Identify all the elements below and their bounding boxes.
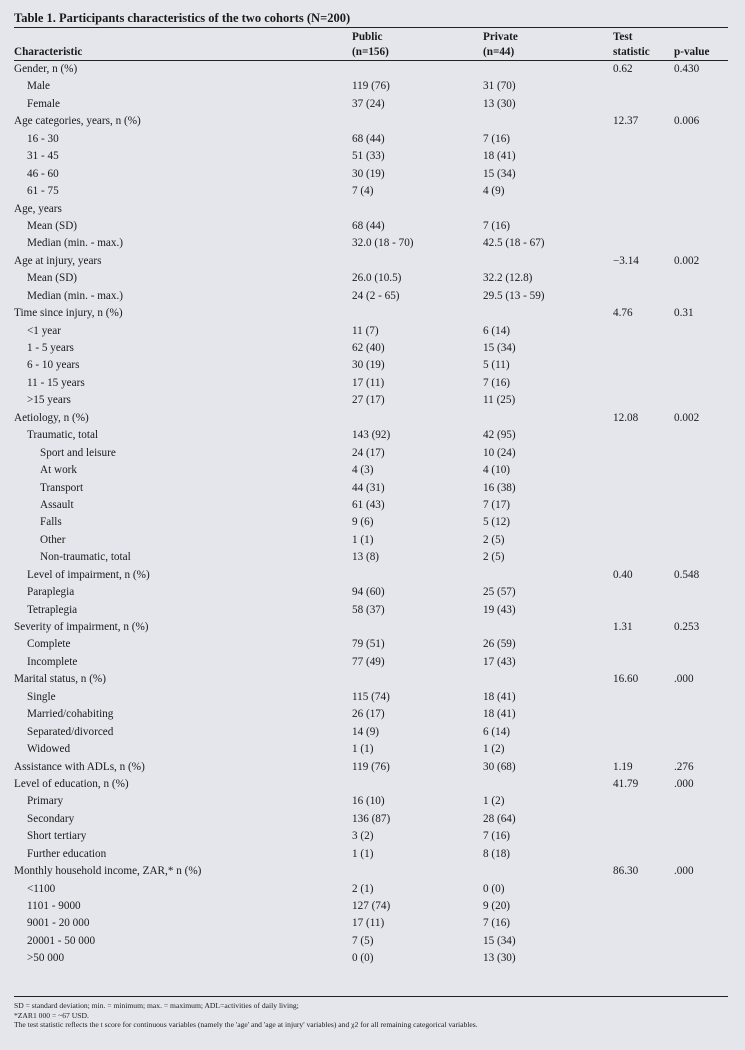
table-row: [14, 724, 728, 741]
cell-p-value: 0.002: [674, 254, 700, 267]
cell-public: 119 (76): [352, 760, 390, 773]
cell-private: 18 (41): [483, 690, 516, 703]
cell-private: 4 (9): [483, 185, 505, 198]
table-row: [14, 741, 728, 758]
cell-private: 15 (34): [483, 167, 516, 180]
row-label: Falls: [40, 516, 62, 529]
table-row: [14, 235, 728, 252]
cell-p-value: .276: [674, 760, 694, 773]
row-label: At work: [40, 464, 77, 477]
row-label: 20001 - 50 000: [27, 934, 96, 947]
cell-public: 2 (1): [352, 882, 374, 895]
footnote-abbreviations: SD = standard deviation; min. = minimum; max. = maximum; ADL=activities of daily living;: [14, 1001, 299, 1010]
header-public: Public: [352, 31, 383, 43]
cell-private: 1 (2): [483, 743, 505, 756]
cell-private: 7 (16): [483, 219, 511, 232]
table-row: [14, 567, 728, 584]
cell-public: 143 (92): [352, 429, 391, 442]
table-row: [14, 61, 728, 78]
table-row: [14, 113, 728, 130]
cell-public: 32.0 (18 - 70): [352, 237, 414, 250]
cell-public: 127 (74): [352, 900, 391, 912]
table-row: [14, 375, 728, 392]
cell-public: 61 (43): [352, 498, 385, 511]
cell-public: 51 (33): [352, 150, 385, 163]
cell-p-value: .000: [674, 865, 694, 878]
table-row: [14, 462, 728, 479]
row-label: Level of education, n (%): [14, 777, 129, 790]
cell-public: 94 (60): [352, 586, 385, 599]
header-pvalue: p-value: [674, 46, 710, 58]
footnote-test-statistic: The test statistic reflects the t score for continuous variables (namely the 'age' and 'age at injury' variables) and χ2 for all remaining categorical variables.: [14, 1020, 478, 1029]
cell-public: 30 (19): [352, 359, 385, 372]
cell-private: 15 (34): [483, 934, 516, 947]
cell-private: 16 (38): [483, 481, 516, 494]
cell-public: 13 (8): [352, 551, 380, 564]
row-label: Short tertiary: [27, 830, 87, 843]
table-row: [14, 828, 728, 845]
cell-public: 3 (2): [352, 830, 374, 843]
cell-public: 62 (40): [352, 342, 385, 354]
cell-private: 42.5 (18 - 67): [483, 237, 545, 250]
cell-private: 4 (10): [483, 464, 511, 477]
cell-public: 37 (24): [352, 97, 385, 110]
cell-public: 1 (1): [352, 847, 374, 860]
cell-private: 10 (24): [483, 446, 516, 459]
cell-private: 18 (41): [483, 708, 516, 721]
table-row: [14, 514, 728, 531]
cell-test-statistic: 0.40: [613, 568, 633, 581]
table-row: [14, 811, 728, 828]
table-row: [14, 305, 728, 322]
row-label: 1101 - 9000: [27, 900, 81, 912]
row-label: 9001 - 20 000: [27, 917, 90, 930]
cell-public: 30 (19): [352, 167, 385, 180]
table-row: [14, 671, 728, 688]
cell-test-statistic: 86.30: [613, 865, 639, 878]
table-row: [14, 776, 728, 793]
cell-test-statistic: 41.79: [613, 777, 639, 790]
table-row: [14, 445, 728, 462]
cell-p-value: 0.548: [674, 568, 700, 581]
row-label: >50 000: [27, 952, 65, 965]
cell-private: 30 (68): [483, 760, 516, 773]
cell-public: 17 (11): [352, 917, 385, 930]
table-row: [14, 323, 728, 340]
table-row: [14, 898, 728, 915]
table-row: [14, 357, 728, 374]
cell-public: 24 (2 - 65): [352, 289, 400, 302]
table-row: [14, 759, 728, 776]
table-row: [14, 148, 728, 165]
row-label: Assistance with ADLs, n (%): [14, 760, 145, 773]
row-label: Non-traumatic, total: [40, 551, 131, 564]
cell-p-value: 0.002: [674, 411, 700, 424]
cell-public: 14 (9): [352, 725, 380, 738]
table-row: [14, 392, 728, 409]
cell-private: 42 (95): [483, 429, 516, 442]
table-row: [14, 619, 728, 636]
cell-public: 4 (3): [352, 464, 374, 477]
cell-public: 0 (0): [352, 952, 374, 965]
table-row: [14, 480, 728, 497]
cell-public: 27 (17): [352, 394, 385, 407]
row-label: Tetraplegia: [27, 603, 78, 616]
cell-public: 1 (1): [352, 533, 374, 546]
table-row: [14, 793, 728, 810]
cell-public: 1 (1): [352, 743, 374, 756]
row-label: Level of impairment, n (%): [27, 568, 150, 581]
table-row: [14, 340, 728, 357]
cell-public: 119 (76): [352, 80, 390, 93]
cell-public: 26.0 (10.5): [352, 272, 402, 285]
table-row: [14, 950, 728, 967]
cell-private: 25 (57): [483, 586, 516, 599]
row-label: Married/cohabiting: [27, 708, 114, 721]
cell-public: 79 (51): [352, 638, 385, 651]
cell-public: 9 (6): [352, 516, 374, 529]
footnote-currency: *ZAR1 000 = ~67 USD.: [14, 1010, 89, 1020]
cell-public: 24 (17): [352, 446, 385, 459]
cell-private: 8 (18): [483, 847, 511, 860]
row-label: Female: [27, 97, 60, 110]
cell-private: 28 (64): [483, 812, 516, 825]
table-footnotes: [14, 996, 728, 1030]
row-label: Separated/divorced: [27, 725, 114, 738]
row-label: Mean (SD): [27, 272, 78, 285]
row-label: Age at injury, years: [14, 254, 102, 267]
cell-public: 7 (5): [352, 934, 374, 947]
cell-private: 2 (5): [483, 533, 505, 546]
row-label: Paraplegia: [27, 586, 75, 599]
cell-private: 0 (0): [483, 882, 505, 895]
cell-public: 11 (7): [352, 324, 379, 337]
table-row: [14, 602, 728, 619]
cell-public: 7 (4): [352, 185, 374, 198]
row-label: Gender, n (%): [14, 63, 78, 75]
cell-private: 7 (16): [483, 917, 511, 930]
cell-p-value: 0.006: [674, 115, 700, 128]
table-row: [14, 881, 728, 898]
cell-test-statistic: 12.37: [613, 115, 639, 128]
header-public-n: (n=156): [352, 46, 389, 58]
table-row: [14, 846, 728, 863]
table-row: [14, 166, 728, 183]
table-row: [14, 689, 728, 706]
table-row: [14, 131, 728, 148]
cell-private: 13 (30): [483, 97, 516, 110]
table-row: [14, 201, 728, 218]
cell-private: 29.5 (13 - 59): [483, 289, 545, 302]
cell-p-value: 0.430: [674, 63, 700, 75]
table-row: [14, 410, 728, 427]
table-row: [14, 654, 728, 671]
table-row: [14, 78, 728, 95]
row-label: Age, years: [14, 202, 62, 215]
row-label: >15 years: [27, 394, 71, 407]
row-label: 16 - 30: [27, 132, 59, 145]
table-row: [14, 532, 728, 549]
cell-private: 19 (43): [483, 603, 516, 616]
cell-private: 7 (17): [483, 498, 511, 511]
row-label: Assault: [40, 498, 74, 511]
row-label: Monthly household income, ZAR,* n (%): [14, 865, 202, 878]
row-label: <1 year: [27, 324, 61, 337]
row-label: Male: [27, 80, 50, 93]
cell-public: 58 (37): [352, 603, 385, 616]
cell-test-statistic: −3.14: [613, 254, 639, 267]
cell-p-value: 0.253: [674, 621, 700, 633]
cell-test-statistic: 1.19: [613, 760, 633, 773]
cell-private: 32.2 (12.8): [483, 272, 533, 285]
cell-private: 26 (59): [483, 638, 516, 651]
row-label: Traumatic, total: [27, 429, 99, 442]
table-row: [14, 497, 728, 514]
cell-private: 7 (16): [483, 830, 511, 843]
cell-private: 7 (16): [483, 376, 511, 389]
table-header: [14, 28, 728, 60]
row-label: 11 - 15 years: [27, 376, 85, 389]
header-private: Private: [483, 31, 518, 43]
table-container: [14, 10, 728, 968]
row-label: 46 - 60: [27, 167, 59, 180]
cell-public: 26 (17): [352, 708, 385, 721]
header-statistic: statistic: [613, 46, 650, 58]
cell-public: 68 (44): [352, 132, 385, 145]
row-label: Mean (SD): [27, 219, 78, 232]
cell-public: 44 (31): [352, 481, 385, 494]
cell-test-statistic: 0.62: [613, 63, 633, 75]
cell-test-statistic: 16.60: [613, 673, 639, 686]
row-label: Widowed: [27, 743, 71, 756]
cell-test-statistic: 4.76: [613, 307, 633, 320]
cell-private: 17 (43): [483, 655, 516, 668]
table-row: [14, 288, 728, 305]
cell-public: 115 (74): [352, 690, 390, 703]
cell-test-statistic: 1.31: [613, 621, 633, 633]
table-row: [14, 96, 728, 113]
cell-private: 7 (16): [483, 132, 511, 145]
table-row: [14, 218, 728, 235]
row-label: Marital status, n (%): [14, 673, 106, 686]
row-label: Transport: [40, 481, 84, 494]
table-row: [14, 706, 728, 723]
cell-p-value: .000: [674, 673, 694, 686]
cell-private: 2 (5): [483, 551, 505, 564]
table-body: [14, 61, 728, 968]
table-row: [14, 636, 728, 653]
row-label: 6 - 10 years: [27, 359, 80, 372]
footer-rule: [14, 996, 728, 997]
table-row: [14, 427, 728, 444]
header-characteristic: Characteristic: [14, 46, 83, 58]
row-label: Median (min. - max.): [27, 237, 124, 250]
row-label: Single: [27, 690, 56, 703]
cell-private: 9 (20): [483, 900, 511, 912]
row-label: 1 - 5 years: [27, 342, 74, 354]
cell-public: 77 (49): [352, 655, 385, 668]
cell-test-statistic: 12.08: [613, 411, 639, 424]
table-row: [14, 253, 728, 270]
cell-private: 5 (11): [483, 359, 510, 372]
table-row: [14, 863, 728, 880]
cell-private: 18 (41): [483, 150, 516, 163]
header-private-n: (n=44): [483, 46, 515, 58]
cell-private: 11 (25): [483, 394, 516, 407]
row-label: Other: [40, 533, 66, 546]
row-label: Time since injury, n (%): [14, 307, 123, 320]
row-label: Severity of impairment, n (%): [14, 621, 149, 633]
row-label: <1100: [27, 882, 56, 895]
table-row: [14, 933, 728, 950]
cell-private: 13 (30): [483, 952, 516, 965]
cell-public: 16 (10): [352, 795, 385, 808]
cell-private: 6 (14): [483, 324, 511, 337]
row-label: Primary: [27, 795, 64, 808]
table-row: [14, 915, 728, 932]
row-label: Complete: [27, 638, 71, 651]
table-row: [14, 183, 728, 200]
cell-private: 5 (12): [483, 516, 511, 529]
row-label: Aetiology, n (%): [14, 411, 89, 424]
cell-private: 6 (14): [483, 725, 511, 738]
table-row: [14, 584, 728, 601]
header-test: Test: [613, 31, 633, 43]
cell-public: 136 (87): [352, 812, 391, 825]
row-label: Further education: [27, 847, 107, 860]
row-label: Age categories, years, n (%): [14, 115, 141, 128]
row-label: 61 - 75: [27, 185, 59, 198]
row-label: Secondary: [27, 812, 75, 825]
cell-private: 31 (70): [483, 80, 516, 93]
table-title: Table 1. Participants characteristics of the two cohorts (N=200): [14, 11, 351, 25]
row-label: Median (min. - max.): [27, 289, 124, 302]
cell-private: 1 (2): [483, 795, 505, 808]
row-label: 31 - 45: [27, 150, 59, 163]
cell-p-value: 0.31: [674, 307, 694, 320]
cell-p-value: .000: [674, 777, 694, 790]
cell-private: 15 (34): [483, 342, 516, 354]
table-row: [14, 549, 728, 566]
table-row: [14, 270, 728, 287]
row-label: Sport and leisure: [40, 446, 116, 459]
cell-public: 68 (44): [352, 219, 385, 232]
cell-public: 17 (11): [352, 376, 385, 389]
row-label: Incomplete: [27, 655, 78, 668]
